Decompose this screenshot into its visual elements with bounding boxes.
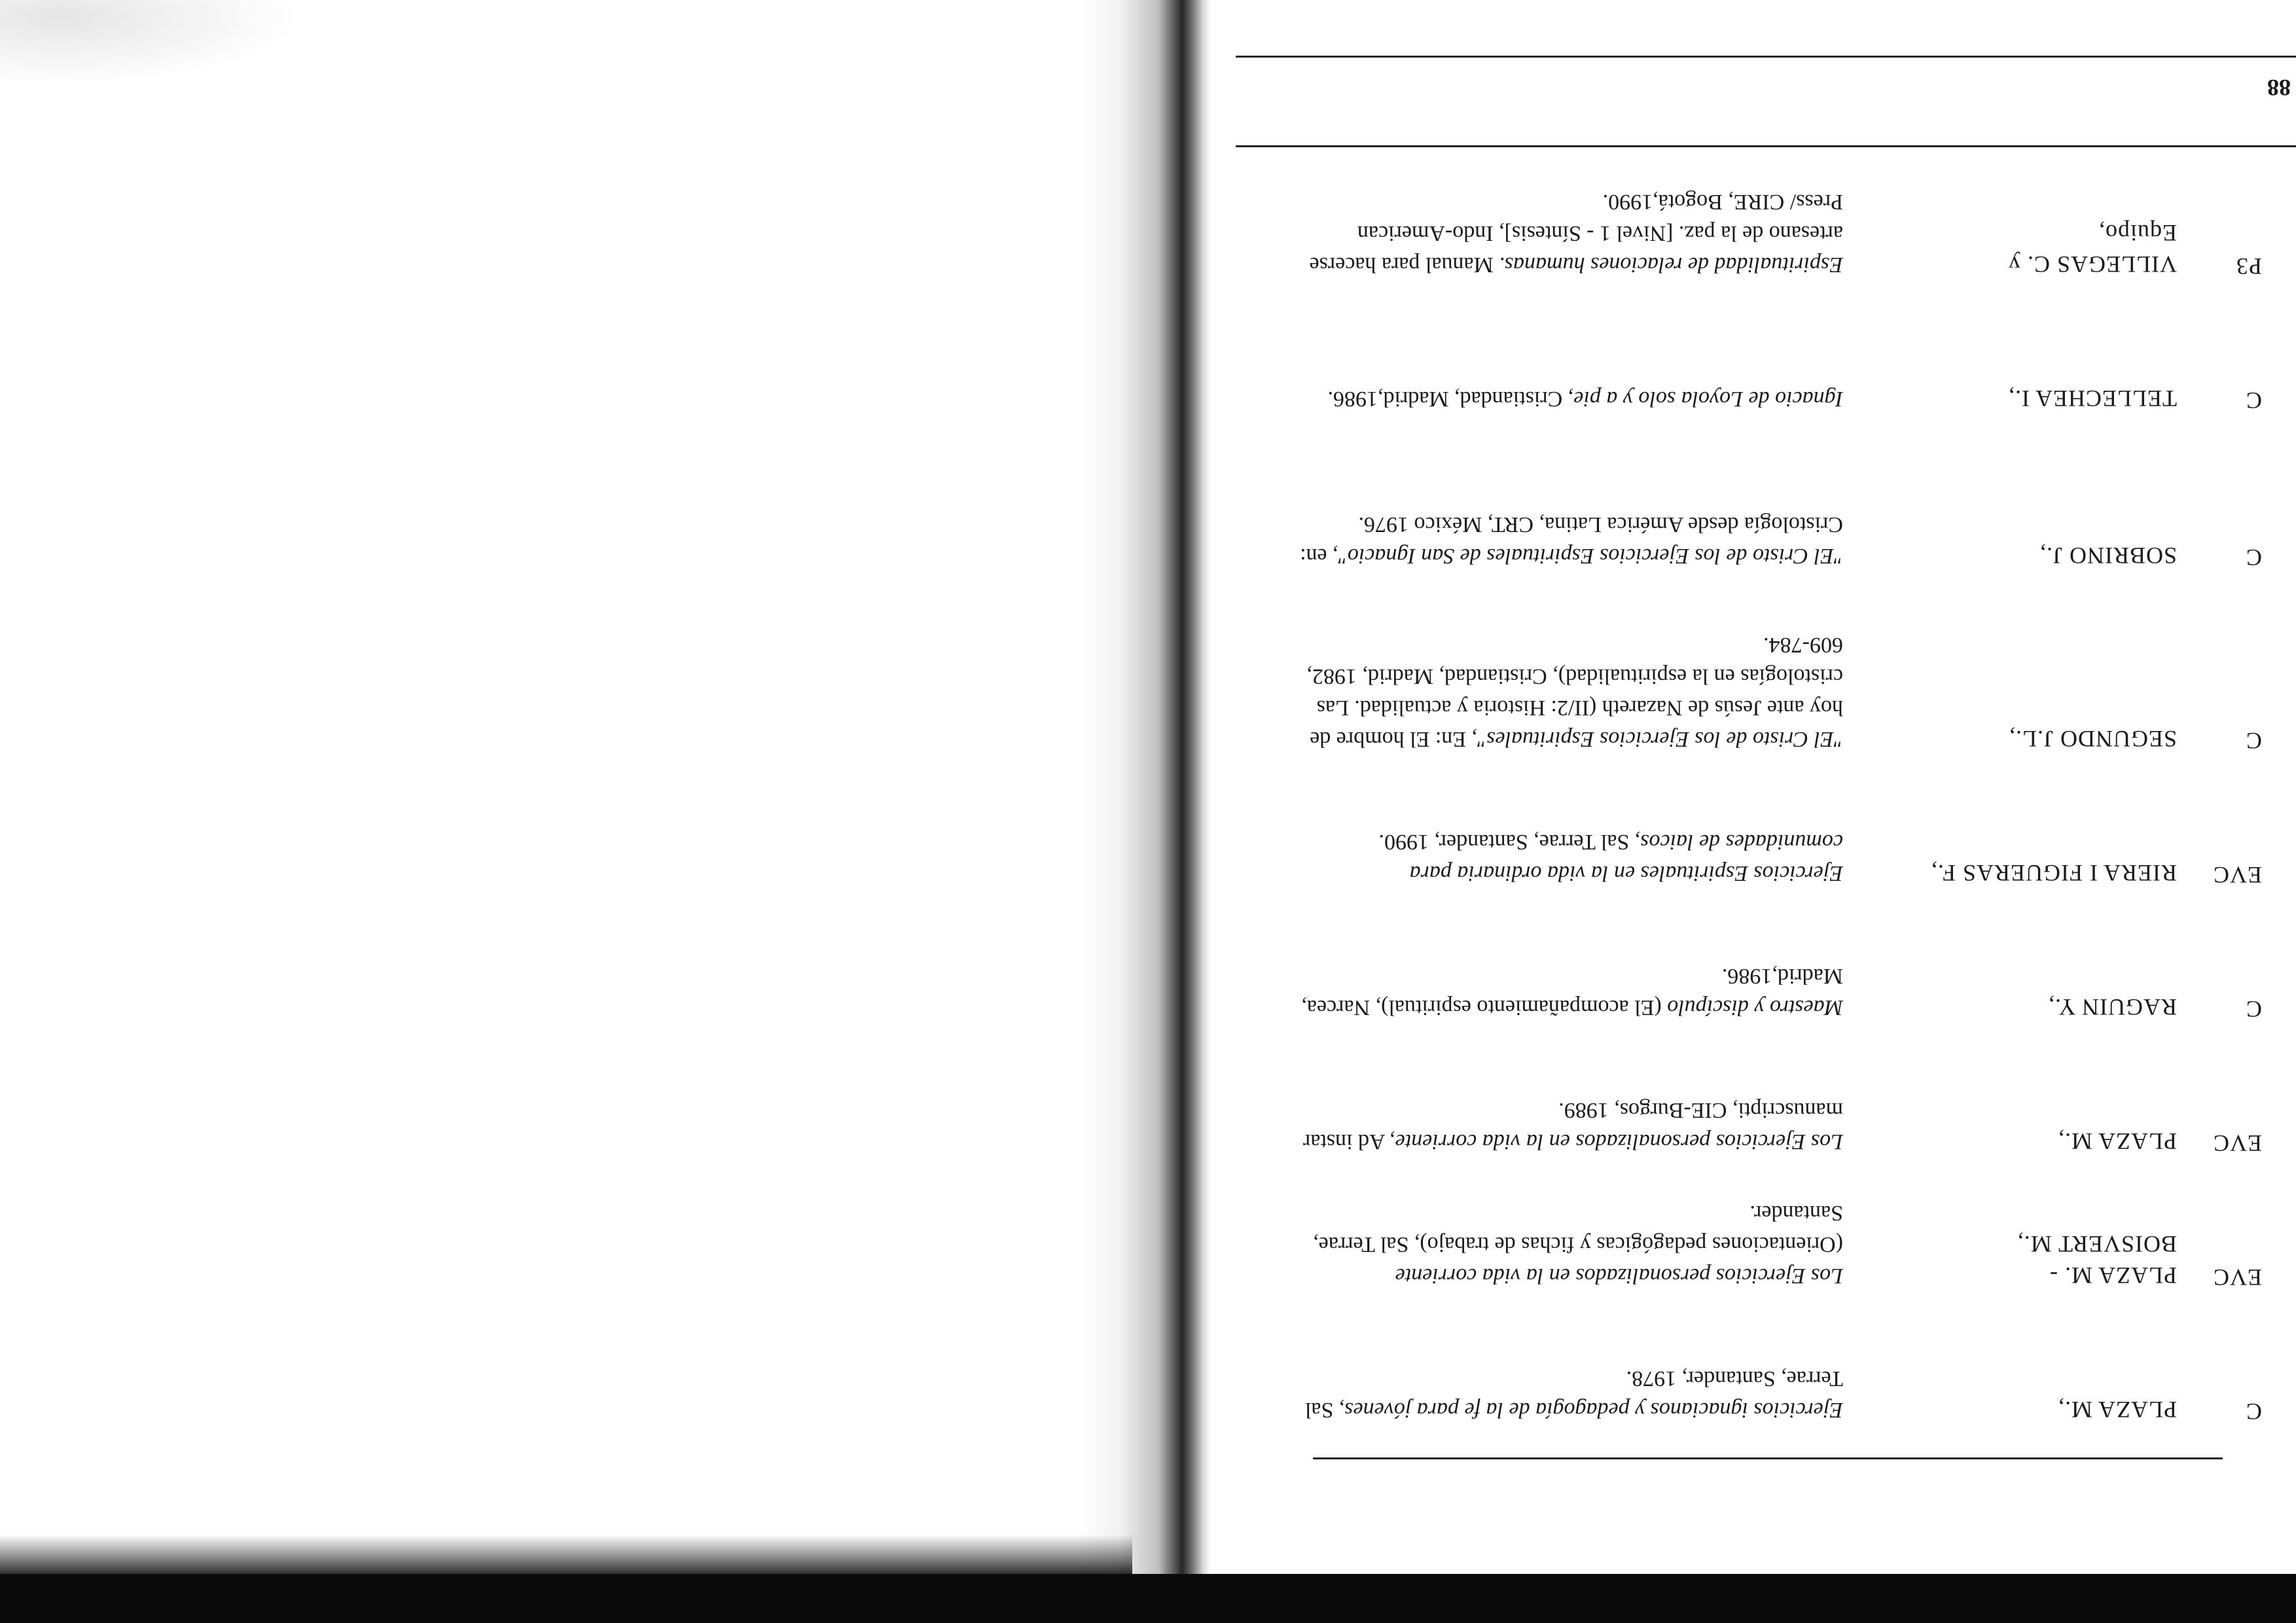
bibliography-entry <box>1215 414 2262 571</box>
entry-category: EVC <box>2213 1264 2262 1291</box>
entry-details: (El acompañamiento espiritual), Narcea, Madrid,1986. <box>1301 964 1843 1020</box>
entry-category: C <box>2245 996 2262 1022</box>
entry-details: en: Cristología desde América Latina, CRT, México 1976. <box>1300 512 1843 568</box>
entry-title: Ejercicios ignacianos y pedagogía de la fe para jóvenes, <box>1338 1398 1843 1422</box>
entry-reference <box>1300 1094 1843 1157</box>
entry-author: SEGUNDO J.L., <box>2008 726 2177 752</box>
entry-title: Los Ejercicios personalizados en la vida corriente <box>1395 1264 1843 1288</box>
entry-author: VILLEGAS C. y Equipo, <box>2008 220 2177 277</box>
entry-category: EVC <box>2213 1130 2262 1156</box>
entry-details: Sal Terrae, Santander, 1990. <box>1378 830 1635 854</box>
right-page <box>1191 0 2296 1577</box>
entry-category: C <box>2245 1399 2262 1425</box>
entry-title: "El Cristo de los Ejercicios Espirituales de San Ignacio", <box>1333 544 1843 568</box>
entry-reference <box>1300 383 1843 414</box>
entry-details: Ad instar manuscripti, CIE-Burgos, 1989. <box>1302 1098 1843 1154</box>
entry-reference <box>1300 826 1843 889</box>
entry-details: En: El hombre de hoy ante Jesús de Nazareth (II/2: Historia y actualidad. Las cristologías en la espiritualidad), Cristiandad, Madrid, 1982, 609-784. <box>1306 633 1843 751</box>
entry-reference <box>1300 186 1843 280</box>
entry-reference <box>1300 629 1843 755</box>
entry-author: SOBRINO J., <box>2039 543 2177 569</box>
entry-author: PLAZA M. - BOISVERT M., <box>2017 1231 2177 1289</box>
bibliography-entry <box>1215 1157 2262 1291</box>
right-page-content-rotated <box>1191 0 2296 1577</box>
entry-title: Maestro y discípulo <box>1667 995 1843 1020</box>
entry-title: "El Cristo de los Ejercicios Espirituales", <box>1471 727 1843 751</box>
entry-title: Ignacio de Loyola solo y a pie, <box>1568 387 1843 411</box>
bibliography-entry <box>1215 571 2262 755</box>
entry-author: TELLECHEA I., <box>2008 385 2177 412</box>
scan-edge-band <box>0 1574 2296 1623</box>
entry-reference <box>1300 960 1843 1023</box>
bibliography-entry <box>1215 1291 2262 1425</box>
entry-details: Sal Terrae, Santander, 1978. <box>1304 1366 1843 1422</box>
entry-title: Espiritualidad de relaciones humanas. <box>1499 253 1843 277</box>
entry-author: RAGUIN Y., <box>2047 994 2177 1020</box>
bibliography-entry <box>1215 146 2262 280</box>
bibliography-entry <box>1215 280 2262 414</box>
bibliography-list <box>1215 146 2262 1425</box>
entry-reference <box>1300 508 1843 571</box>
entry-category: P3 <box>2235 253 2262 279</box>
entry-author: RIERA I FIGUERAS F., <box>1930 860 2177 886</box>
entry-title: Los Ejercicios personalizados en la vida corriente, <box>1390 1130 1843 1154</box>
entry-category: C <box>2245 728 2262 754</box>
bibliography-entry <box>1215 889 2262 1023</box>
bibliography-entry <box>1215 755 2262 889</box>
bibliography-entry <box>1215 1023 2262 1157</box>
entry-category: C <box>2245 544 2262 571</box>
entry-title: Ejercicios Espirituales en la vida ordinaria para comunidades de laicos, <box>1409 830 1843 885</box>
entry-reference <box>1300 1197 1843 1291</box>
entry-category: EVC <box>2213 862 2262 888</box>
entry-reference <box>1300 1363 1843 1425</box>
entry-details: Cristiandad, Madrid,1986. <box>1327 387 1568 411</box>
top-rule <box>1313 1457 2223 1459</box>
entry-details: (Orientaciones pedagógicas y fichas de trabajo), Sal Terrae, Santander. <box>1313 1201 1843 1257</box>
entry-author: PLAZA M., <box>2057 1397 2177 1423</box>
bottom-rule <box>1236 145 2296 147</box>
bottom-rule-lower <box>1236 56 2296 58</box>
entry-category: C <box>2245 387 2262 414</box>
entry-details: Manual para hacerse artesano de la paz. [Nivel 1 - Síntesis], Indo-American Press/ CIRE, Bogotá,1990. <box>1309 190 1843 277</box>
page-number: 88 <box>2267 75 2291 101</box>
scan-corner-noise <box>0 0 301 85</box>
entry-author: PLAZA M., <box>2057 1128 2177 1154</box>
